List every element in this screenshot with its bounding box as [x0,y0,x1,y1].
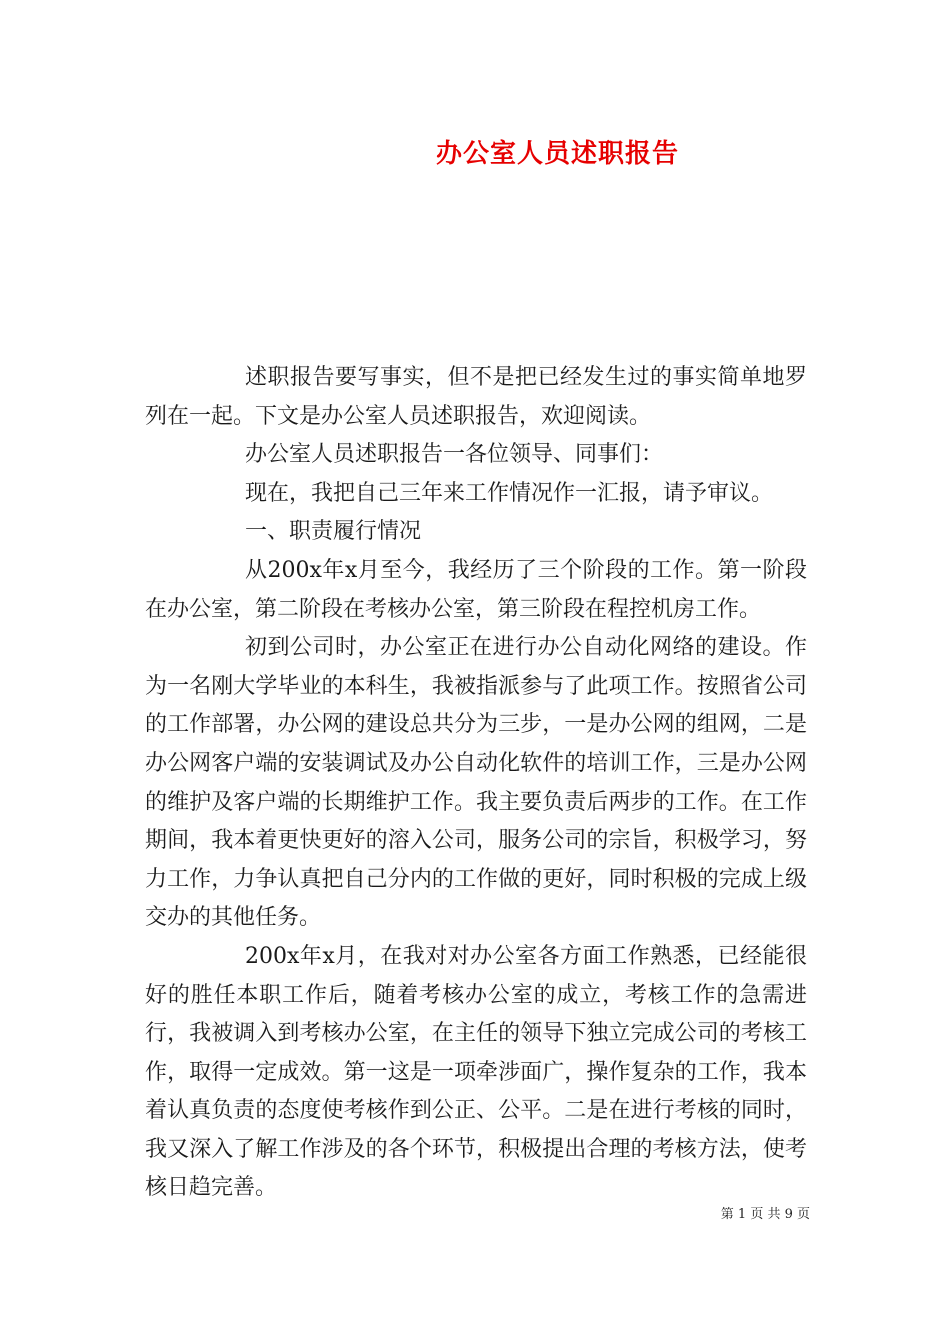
page-title: 办公室人员述职报告 [435,139,679,169]
paragraph-first-stage: 初到公司时，办公室正在进行办公自动化网络的建设。作为一名刚大学毕业的本科生，我被指派参与了此项工作。按照省公司的工作部署，办公网的建设总共分为三步，一是办公网的组网，二是办公网客户端的安装调试及办公自动化软件的培训工作，三是办公网的维护及客户端的长期维护工作。我主要负责后两步的工作。在工作期间，我本着更快更好的溶入公司，服务公司的宗旨，积极学习，努力工作，力争认真把自己分内的工作做的更好，同时积极的完成上级交办的其他任务。 [145,635,807,931]
paragraph-intro: 述职报告要写事实，但不是把已经发生过的事实简单地罗列在一起。下文是办公室人员述职报告，欢迎阅读。 [145,365,807,429]
paragraph-stages: 从200x年x月至今，我经历了三个阶段的工作。第一阶段在办公室，第二阶段在考核办公室，第三阶段在程控机房工作。 [145,557,807,622]
section-heading: 一、职责履行情况 [245,519,422,545]
paragraph-second-stage: 200x年x月，在我对对办公室各方面工作熟悉，已经能很好的胜任本职工作后，随着考核办公室的成立，考核工作的急需进行，我被调入到考核办公室，在主任的领导下独立完成公司的考核工作，取得一定成效。第一这是一项牵涉面广，操作复杂的工作，我本着认真负责的态度使考核作到公正、公平。二是在进行考核的同时，我又深入了解工作涉及的各个环节，积极提出合理的考核方法，使考核日趋完善。 [145,943,807,1201]
page-number: 第 1 页 共 9 页 [720,1207,810,1222]
paragraph-greeting: 办公室人员述职报告一各位领导、同事们： [245,442,664,468]
paragraph-opening: 现在，我把自己三年来工作情况作一汇报，请予审议。 [245,480,774,506]
document-body [145,359,807,1208]
